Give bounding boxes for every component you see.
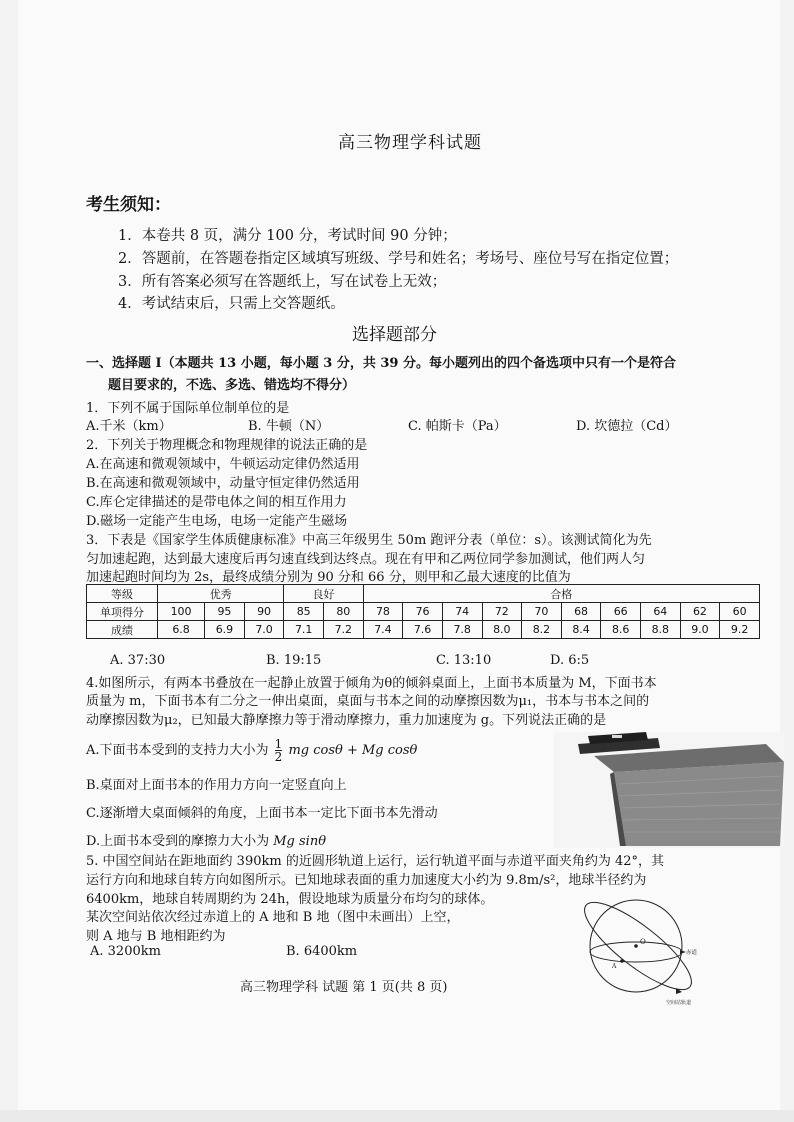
table-cell: 良好 [284, 585, 363, 603]
option: D.磁场一定能产生电场，电场一定能产生磁场 [86, 514, 348, 529]
table-cell: 7.4 [363, 621, 403, 639]
table-cell: 6.8 [158, 621, 205, 639]
option-d [86, 830, 326, 849]
table-cell: 单项得分 [87, 603, 158, 621]
fraction [275, 738, 283, 763]
option-b: B.桌面对上面书本的作用力方向一定竖直向上 [86, 778, 347, 793]
table-cell: 7.0 [244, 621, 284, 639]
table-cell: 7.1 [284, 621, 324, 639]
question-stem: 质量为 m，下面书本有二分之一伸出桌面，桌面与书本之间的动摩擦因数为μ₁，书本与书本之间的 [86, 694, 650, 709]
notice-item: 3．所有答案必须写在答题纸上，写在试卷上无效； [118, 274, 447, 290]
score-table [86, 584, 760, 639]
question-stem: 3．下表是《国家学生体质健康标准》中高三年级男生 50m 跑评分表（单位：s）。该测试简化为先 [86, 533, 652, 548]
table-cell: 74 [442, 603, 482, 621]
books-on-desk-photo [554, 732, 784, 848]
table-cell: 62 [680, 603, 720, 621]
part-instructions: 题目要求的，不选、多选、错选均不得分） [108, 378, 356, 393]
table-cell: 78 [363, 603, 403, 621]
page-footer: 高三物理学科 试题 第 1 页(共 8 页) [240, 980, 448, 995]
table-cell: 68 [561, 603, 601, 621]
table-cell: 成绩 [87, 621, 158, 639]
question-stem: 2．下列关于物理概念和物理规律的说法正确的是 [86, 438, 368, 453]
table-row [87, 621, 760, 639]
table-cell: 60 [720, 603, 760, 621]
page-title: 高三物理学科试题 [338, 133, 482, 153]
question-stem: 1．下列不属于国际单位制单位的是 [86, 401, 290, 416]
table-cell: 9.0 [680, 621, 720, 639]
center-point [634, 944, 638, 948]
table-cell: 合格 [363, 585, 759, 603]
part-instructions: 一、选择题 I（本题共 13 小题，每小题 3 分，共 39 分。每小题列出的四个备选项中只有一个是符合 [86, 356, 676, 371]
question-stem: 4.如图所示，有两本书叠放在一起静止放置于倾角为θ的倾斜桌面上，上面书本质量为 M，下面书本 [86, 676, 657, 691]
option-c: C.逐渐增大桌面倾斜的角度，上面书本一定比下面书本先滑动 [86, 806, 438, 821]
notice-item: 1．本卷共 8 页，满分 100 分，考试时间 90 分钟； [118, 228, 457, 244]
table-cell: 85 [284, 603, 324, 621]
notice-item: 2．答题前，在答题卷指定区域填写班级、学号和姓名；考场号、座位号写在指定位置； [118, 251, 679, 267]
question-stem: 动摩擦因数为μ₂，已知最大静摩擦力等于滑动摩擦力，重力加速度为 g。下列说法正确的是 [86, 713, 607, 728]
table-cell: 7.8 [442, 621, 482, 639]
table-cell: 6.9 [205, 621, 245, 639]
option: B. 6400km [286, 944, 358, 959]
equator-label: 赤道 [686, 950, 698, 956]
question-stem: 加速起跑时间均为 2s，最终成绩分别为 90 分和 66 分，则甲和乙最大速度的比值为 [86, 570, 571, 585]
earth-orbit-diagram [568, 892, 728, 1012]
option: C. 帕斯卡（Pa） [408, 419, 507, 434]
table-cell: 64 [641, 603, 681, 621]
option: A. 3200km [90, 944, 161, 959]
option: D. 坎德拉（Cd） [576, 419, 678, 434]
table-cell: 80 [324, 603, 364, 621]
bottom-strip [0, 1110, 794, 1122]
table-cell: 8.0 [482, 621, 522, 639]
point-a-label: A [612, 963, 617, 970]
table-cell: 7.6 [403, 621, 443, 639]
table-cell: 8.8 [641, 621, 681, 639]
option: B.在高速和微观领域中，动量守恒定律仍然适用 [86, 476, 360, 491]
question-stem: 运行方向和地球自转方向如图所示。已知地球表面的重力加速度大小约为 9.8m/s²，地球半径约为 [86, 873, 647, 888]
table-cell: 76 [403, 603, 443, 621]
center-label: O [640, 938, 646, 946]
table-cell: 66 [601, 603, 641, 621]
question-stem: 6400km，地球自转周期约为 24h，假设地球为质量分布均匀的球体。 [86, 892, 494, 907]
table-cell: 8.2 [522, 621, 562, 639]
option: B. 牛顿（N） [248, 419, 330, 434]
formula: Mg sinθ [273, 834, 327, 849]
formula: mg cosθ + Mg cosθ [288, 743, 418, 758]
option-a [86, 738, 417, 763]
option: A.在高速和微观领域中，牛顿运动定律仍然适用 [86, 457, 360, 472]
table-cell: 等级 [87, 585, 158, 603]
option: A.千米（km） [86, 419, 172, 434]
question-stem: 某次空间站依次经过赤道上的 A 地和 B 地（图中未画出）上空， [86, 910, 460, 925]
question-stem: 5. 中国空间站在距地面约 390km 的近圆形轨道上运行，运行轨道平面与赤道平面夹角约为 42°，其 [86, 854, 664, 869]
question-stem: 则 A 地与 B 地相距约为 [86, 929, 226, 944]
notice-heading: 考生须知： [86, 195, 171, 215]
table-cell: 90 [244, 603, 284, 621]
option: A. 37:30 [110, 653, 166, 668]
table-cell: 9.2 [720, 621, 760, 639]
table-row [87, 603, 760, 621]
section-title: 选择题部分 [352, 325, 437, 345]
option: B. 19:15 [266, 653, 322, 668]
table-cell: 7.2 [324, 621, 364, 639]
table-cell: 72 [482, 603, 522, 621]
option: C. 13:10 [436, 653, 492, 668]
table-cell: 8.4 [561, 621, 601, 639]
option-a-text: A.下面书本受到的支持力大小为 [86, 743, 269, 758]
question-stem: 匀加速起跑，达到最大速度后再匀速直线到达终点。现在有甲和乙两位同学参加测试，他们两人匀 [86, 552, 646, 567]
table-cell: 95 [205, 603, 245, 621]
table-cell: 100 [158, 603, 205, 621]
fraction-denominator: 2 [274, 750, 283, 764]
option: C.库仑定律描述的是带电体之间的相互作用力 [86, 495, 347, 510]
table-cell: 70 [522, 603, 562, 621]
table-cell: 优秀 [158, 585, 284, 603]
option-d-text: D.上面书本受到的摩擦力大小为 [86, 834, 270, 849]
notice-item: 4．考试结束后，只需上交答题纸。 [118, 296, 345, 312]
orbit-label: 空间站轨道 [666, 1000, 692, 1006]
exam-page [18, 0, 780, 1110]
table-cell: 8.6 [601, 621, 641, 639]
fraction-numerator: 1 [274, 737, 283, 751]
point-a [620, 959, 624, 963]
option: D. 6:5 [550, 653, 590, 668]
table-row [87, 585, 760, 603]
